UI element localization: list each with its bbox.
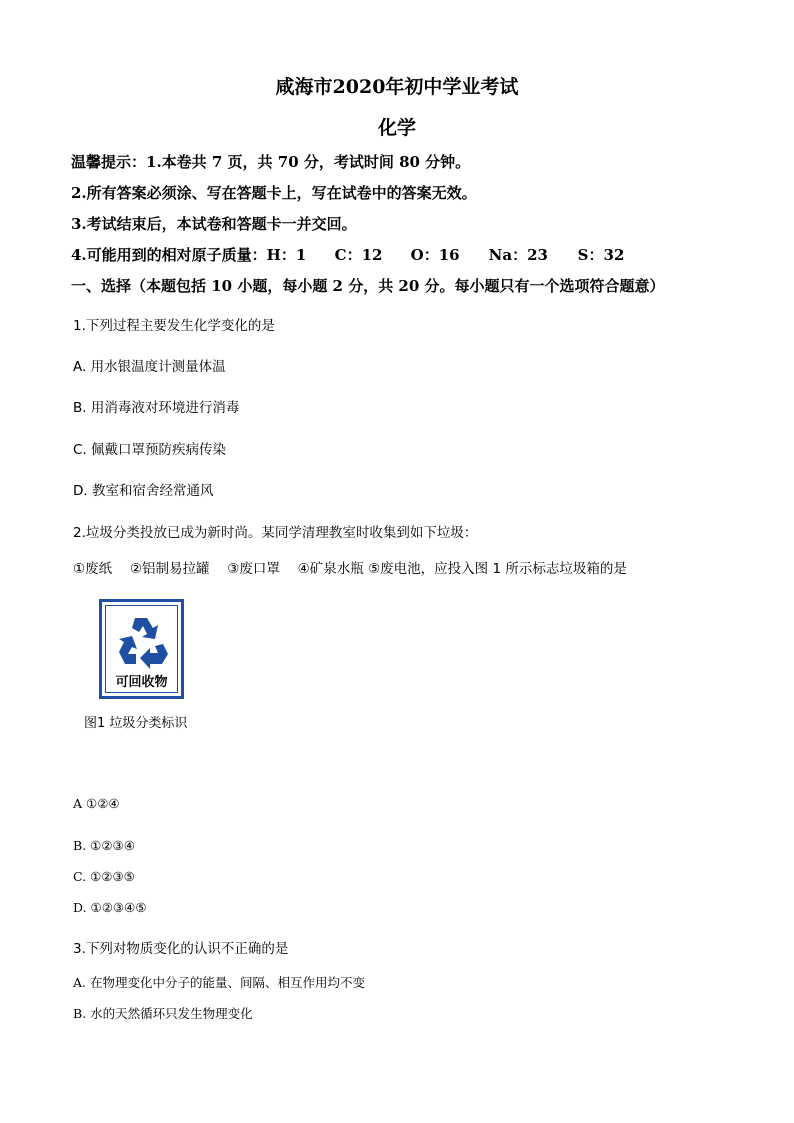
atomic-mass-label: 4.可能用到的相对原子质量：: [71, 246, 267, 264]
q2-items: ①废纸 ②铝制易拉罐 ③废口罩 ④矿泉水瓶 ⑤废电池，应投入图 1 所示标志垃圾箱的是: [73, 561, 627, 577]
figure-caption: 图1 垃圾分类标识: [84, 716, 188, 731]
q2-stem: 2.垃圾分类投放已成为新时尚。某同学清理教室时收集到如下垃圾：: [73, 525, 478, 541]
recycle-icon: [113, 612, 173, 670]
q1-option-d: D. 教室和宿舍经常通风: [73, 483, 214, 499]
q1-option-a: A. 用水银温度计测量体温: [73, 359, 226, 375]
q3-stem: 3.下列对物质变化的认识不正确的是: [73, 941, 289, 957]
atomic-mass-o: O：16: [410, 246, 460, 264]
q2-option-d: D. ①②③④⑤: [73, 900, 147, 915]
atomic-mass-na: Na：23: [488, 246, 548, 264]
section-heading: 一、选择（本题包括 10 小题，每小题 2 分，共 20 分。每小题只有一个选项符合题意）: [71, 277, 665, 295]
q1-option-c: C. 佩戴口罩预防疾病传染: [73, 442, 227, 458]
q1-option-b: B. 用消毒液对环境进行消毒: [73, 400, 240, 416]
q2-option-c: C. ①②③⑤: [73, 869, 135, 884]
note-1: 温馨提示：1.本卷共 7 页，共 70 分，考试时间 80 分钟。: [71, 153, 471, 171]
q3-option-a: A. 在物理变化中分子的能量、间隔、相互作用均不变: [73, 975, 365, 990]
atomic-mass-line: [71, 244, 624, 265]
recyclable-logo: [99, 599, 184, 699]
atomic-mass-h: H：1: [266, 246, 307, 264]
q2-option-a: A ①②④: [73, 796, 120, 811]
logo-label: 可回收物: [115, 675, 168, 690]
q3-option-b: B. 水的天然循环只发生物理变化: [73, 1006, 253, 1021]
exam-title: 咸海市2020年初中学业考试: [275, 76, 519, 98]
atomic-mass-c: C：12: [334, 246, 383, 264]
q2-option-b: B. ①②③④: [73, 838, 135, 853]
note-3: 3.考试结束后，本试卷和答题卡一并交回。: [71, 215, 357, 233]
atomic-mass-s: S：32: [577, 246, 625, 264]
q1-stem: 1.下列过程主要发生化学变化的是: [73, 318, 275, 334]
note-2: 2.所有答案必须涂、写在答题卡上，写在试卷中的答案无效。: [71, 184, 477, 202]
exam-subject: 化学: [377, 117, 416, 139]
